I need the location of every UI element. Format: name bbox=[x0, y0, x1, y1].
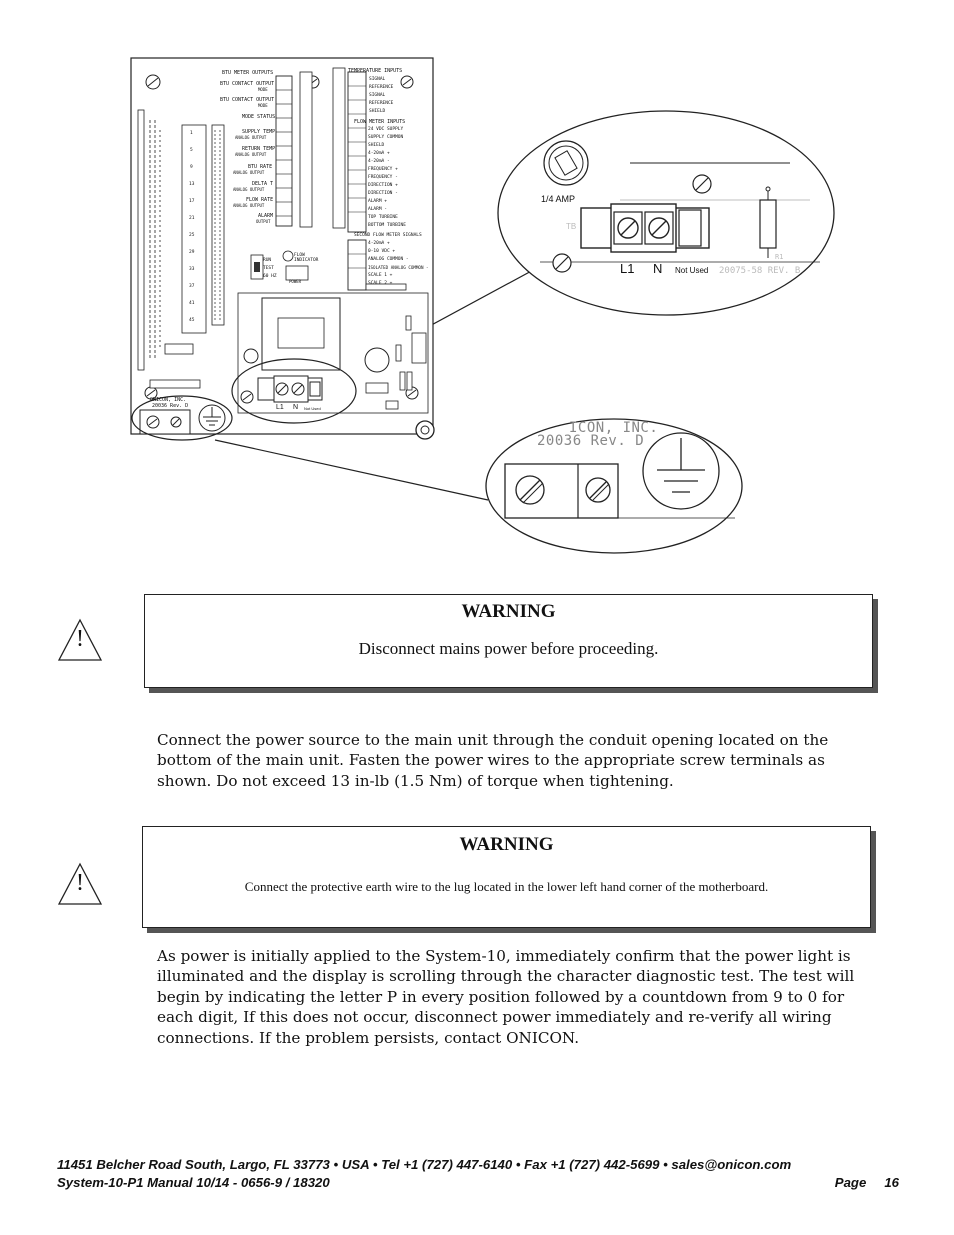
board-second-label: ISOLATED ANALOG COMMON - bbox=[368, 265, 429, 270]
zoom-terminal-label-l1: L1 bbox=[620, 261, 635, 276]
footer-page bbox=[835, 1175, 899, 1190]
board-row-number: 9 bbox=[190, 165, 193, 170]
board-row-number: 1 bbox=[190, 131, 193, 136]
board-label-analog-2: ANALOG OUTPUT bbox=[235, 152, 267, 157]
board-label-flow-rate: FLOW RATE bbox=[246, 197, 274, 203]
board-second-label: ANALOG COMMON - bbox=[368, 257, 409, 262]
board-flow-label: TOP TURBINE bbox=[368, 215, 398, 220]
zoom-terminal-label-not-used: Not Used bbox=[675, 266, 709, 275]
board-second-label: SCALE 2 + bbox=[368, 281, 393, 286]
board-row-number: 41 bbox=[189, 301, 195, 306]
ground-icon bbox=[199, 405, 225, 431]
board-flow-label: 4-20mA + bbox=[368, 151, 390, 156]
warning-box bbox=[144, 594, 873, 688]
board-logo-small: ONICON, INC. bbox=[150, 397, 187, 403]
board-second-label: 0-10 VDC + bbox=[368, 249, 396, 254]
board-flow-label: DIRECTION + bbox=[368, 183, 398, 188]
board-switch-label: TEST bbox=[263, 266, 274, 271]
board-terminal-label-n: N bbox=[293, 404, 299, 411]
board-flow-label: SHIELD bbox=[368, 143, 385, 148]
footer-page-number: 16 bbox=[884, 1175, 899, 1190]
board-power-light-label: POWER bbox=[289, 279, 302, 284]
board-switch-label: RUN bbox=[263, 258, 272, 263]
board-label-analog-3: ANALOG OUTPUT bbox=[233, 170, 265, 175]
instruction-paragraph: Connect the power source to the main unit through the conduit opening located on the bottom of the main unit. Fasten the power wires to the appropriate screw terminals as shown. Do not exceed 13 in-lb (1.5 Nm) of torque when tightening. bbox=[157, 731, 829, 790]
board-label-supply-temp: SUPPLY TEMP bbox=[242, 129, 276, 135]
board-temp-label: REFERENCE bbox=[369, 85, 394, 90]
board-row-number: 33 bbox=[189, 267, 195, 272]
footer-address: 11451 Belcher Road South, Largo, FL 33773 • USA • Tel +1 (727) 447-6140 • Fax +1 (727) 442-5699 • sales@onicon.com bbox=[57, 1157, 792, 1172]
board-label-analog-4: ANALOG OUTPUT bbox=[233, 187, 265, 192]
board-label-mode-2: MODE bbox=[258, 103, 268, 108]
fuse-rating-label: 1/4 AMP bbox=[541, 194, 576, 204]
warning-text: Connect the protective earth wire to the lug located in the lower left hand corner of the motherboard. bbox=[244, 879, 769, 894]
instruction-paragraph: As power is initially applied to the System-10, immediately confirm that the power light is illuminated and the display is scrolling through the character diagnostic test. The test will begin by indicating the letter P in every position followed by a countdown from 9 to 0 for each digit, If this does not occur, disconnect power immediately and re-verify all wiring connections. If the problem persists, contact ONICON. bbox=[157, 947, 855, 1047]
warning-icon-symbol: ! bbox=[76, 626, 84, 652]
board-second-label: 4-20mA + bbox=[368, 241, 390, 246]
warning-icon-symbol: ! bbox=[76, 870, 84, 896]
board-second-label: SCALE 1 + bbox=[368, 273, 393, 278]
board-label-contact-1: BTU CONTACT OUTPUT bbox=[220, 81, 275, 87]
ground-icon bbox=[643, 433, 719, 509]
board-flow-label: ALARM + bbox=[368, 199, 387, 204]
board-row-number: 37 bbox=[189, 284, 195, 289]
board-label-analog-1: ANALOG OUTPUT bbox=[235, 135, 267, 140]
board-row-number: 25 bbox=[189, 233, 195, 238]
board-row-number: 21 bbox=[189, 216, 195, 221]
board-flow-label: DIRECTION - bbox=[368, 191, 398, 196]
board-flow-label: 4-20mA - bbox=[368, 159, 390, 164]
board-second-header: SECOND FLOW METER SIGNALS bbox=[354, 233, 422, 238]
footer-manual-id: System-10-P1 Manual 10/14 - 0656-9 / 18320 bbox=[57, 1175, 330, 1190]
board-label-return-temp: RETURN TEMP bbox=[242, 146, 276, 152]
board-label-btu-outputs: BTU METER OUTPUTS bbox=[222, 70, 274, 76]
board-flow-label: SUPPLY COMMON bbox=[368, 135, 404, 140]
board-flow-label: FREQUENCY + bbox=[368, 167, 398, 172]
zoom-power-terminal bbox=[498, 111, 834, 315]
board-label-alarm-output: OUTPUT bbox=[256, 219, 271, 224]
board-terminal-label-not-used: Not Used bbox=[304, 406, 321, 411]
board-label-mode-status: MODE STATUS bbox=[242, 114, 276, 120]
board-row-number: 29 bbox=[189, 250, 195, 255]
zoom-part-number: 20075-58 REV. B bbox=[719, 266, 801, 276]
board-power-terminal bbox=[258, 376, 322, 402]
warning-text: Disconnect mains power before proceeding. bbox=[358, 639, 659, 658]
footer-page-label: Page bbox=[834, 1175, 867, 1190]
zoom-tb-label: TB bbox=[566, 222, 577, 231]
zoom-resistor-label: R1 bbox=[775, 253, 784, 261]
zoom-logo-text: ICON, INC. bbox=[569, 420, 659, 436]
zoom-terminal-label-n: N bbox=[653, 261, 663, 276]
board-temp-label: REFERENCE bbox=[369, 101, 394, 106]
board-label-analog-5: ANALOG OUTPUT bbox=[233, 203, 265, 208]
board-flow-indicator-label: FLOW INDICATOR bbox=[294, 253, 319, 263]
board-temp-label: SIGNAL bbox=[369, 77, 386, 82]
board-row-number: 5 bbox=[190, 148, 193, 153]
wiring-diagram bbox=[0, 0, 954, 570]
board-temp-label: SHIELD bbox=[369, 109, 386, 114]
board-label-delta-t: DELTA T bbox=[252, 181, 274, 187]
board-label-mode-1: MODE bbox=[258, 87, 268, 92]
board-temp-header: TEMPERATURE INPUTS bbox=[348, 68, 403, 74]
board-row-number: 17 bbox=[189, 199, 195, 204]
zoom-rev-text: 20036 Rev. D bbox=[537, 433, 645, 449]
board-row-number: 45 bbox=[189, 318, 195, 323]
board-label-alarm: ALARM bbox=[258, 213, 274, 219]
board-flow-label: FREQUENCY - bbox=[368, 175, 398, 180]
footer-manual bbox=[57, 1175, 899, 1190]
warning-title: WARNING bbox=[459, 834, 554, 855]
warning-title: WARNING bbox=[461, 601, 556, 622]
board-flow-header: FLOW METER INPUTS bbox=[354, 119, 406, 125]
board-terminal-label-l1: L1 bbox=[276, 404, 284, 411]
board-flow-label: ALARM - bbox=[368, 207, 387, 212]
leader-line-bottom bbox=[215, 440, 488, 500]
board-rev-small: 20036 Rev. D bbox=[152, 403, 189, 409]
fuse-icon bbox=[544, 141, 588, 185]
board-label-contact-2: BTU CONTACT OUTPUT bbox=[220, 97, 275, 103]
warning-box bbox=[142, 826, 871, 928]
board-row-number: 13 bbox=[189, 182, 195, 187]
board-temp-label: SIGNAL bbox=[369, 93, 386, 98]
board-flow-label: 24 VDC SUPPLY bbox=[368, 127, 404, 132]
board-flow-label: BOTTOM TURBINE bbox=[368, 223, 406, 228]
board-label-btu-rate: BTU RATE bbox=[248, 164, 273, 170]
board-switch-label: 60 HZ bbox=[263, 274, 277, 279]
